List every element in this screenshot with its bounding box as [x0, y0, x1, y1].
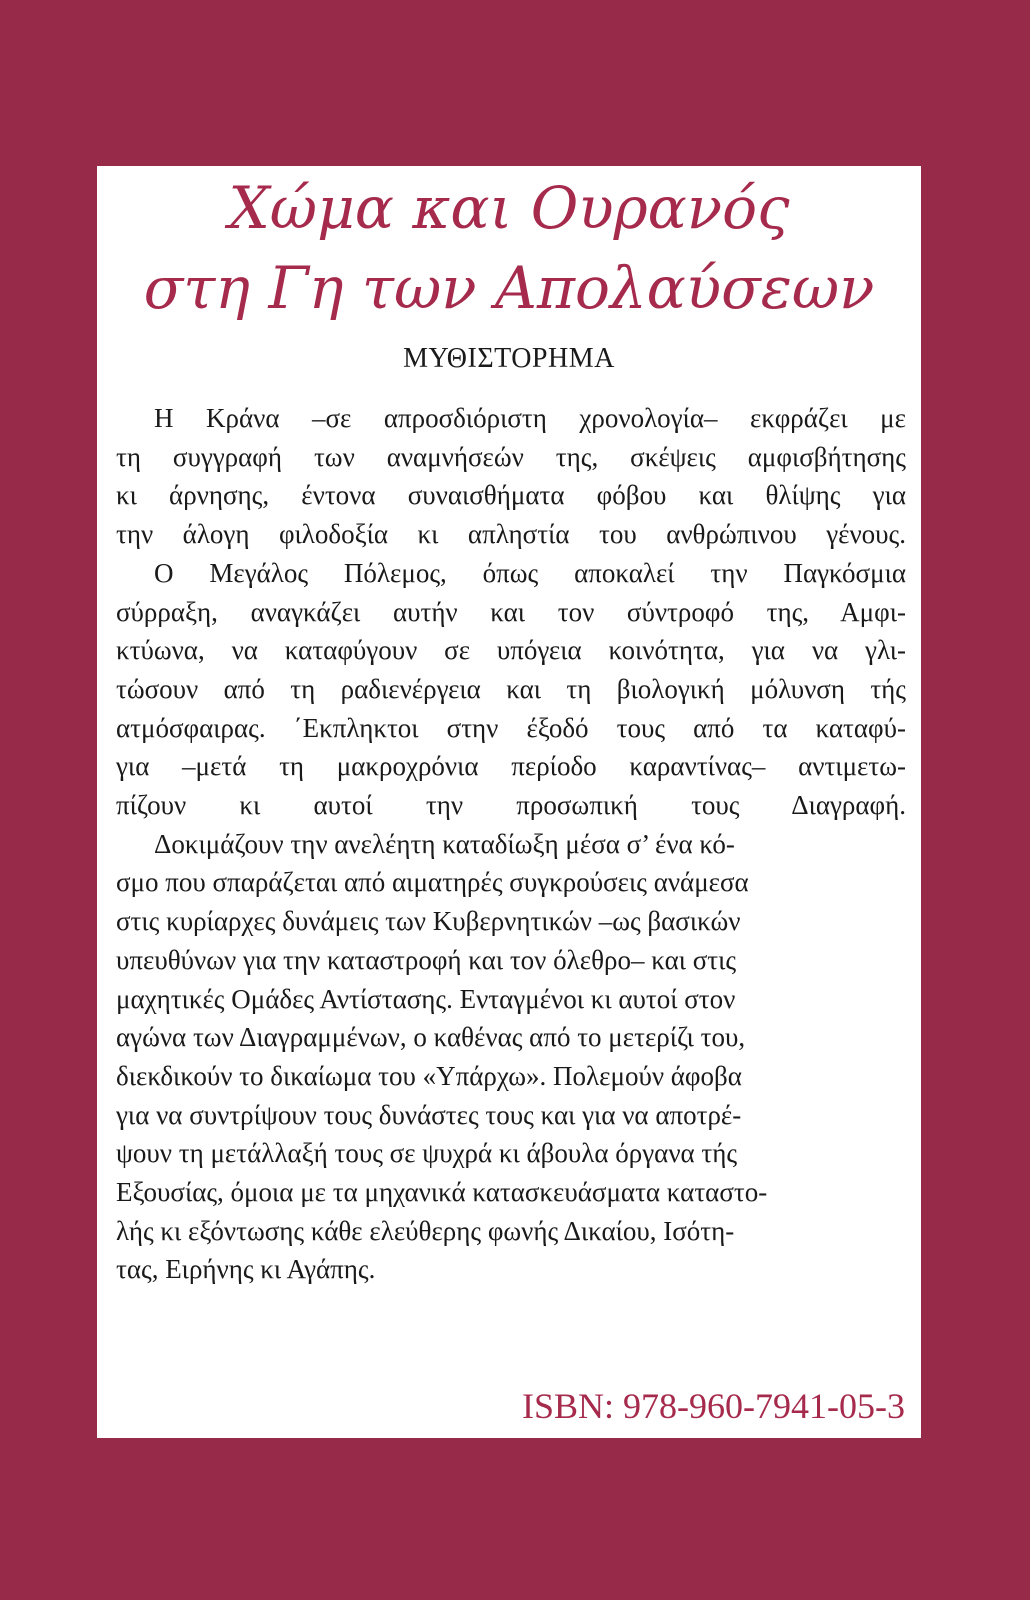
- book-title-line-1: Χώμα και Ουρανός: [228, 174, 790, 242]
- isbn-number: ISBN: 978-960-7941-05-3: [522, 1386, 905, 1426]
- genre-label: ΜΥΘΙΣΤΟΡΗΜΑ: [403, 343, 615, 374]
- synopsis-paragraph-1: Η Κράνα –σε απροσδιόριστη χρονολογία– εκφράζει με τη συγγραφή των αναμνήσεών της, σκέψεις αμφισβήτησης κι άρνησης, έντονα συναισθήματα φόβου και θλίψης για την άλογη φιλοδοξία κι απληστία του ανθρώπινου γένους.: [116, 403, 906, 550]
- synopsis: [116, 399, 906, 1289]
- text-panel: [97, 166, 921, 1438]
- book-title-line-2: στη Γη των Απολαύσεων: [143, 254, 875, 322]
- synopsis-paragraph-2: Ο Μεγάλος Πόλεμος, όπως αποκαλεί την Παγκόσμια σύρραξη, αναγκάζει αυτήν και τον σύντροφό της, Αμφι- κτύωνα, να καταφύγουν σε υπόγεια κοινότητα, για να γλι- τώσουν από τη ραδιενέργεια και τη βιολογική μόλυνση τής ατμόσφαιρας. ΄Εκπληκτοι στην έξοδό τους από τα καταφύ- για –μετά τη μακροχρόνια περίοδο καραντίνας– αντιμετω- πίζουν κι αυτοί την προσωπική τους Διαγραφή.: [116, 557, 906, 821]
- synopsis-paragraph-3: Δοκιμάζουν την ανελέητη καταδίωξη μέσα σ’ ένα κό- σμο που σπαράζεται από αιματηρές συγκρούσεις ανάμεσα στις κυρίαρχες δυνάμεις των Κυβερνητικών –ως βασικών υπευθύνων για την καταστροφή και τον όλεθρο– και στις μαχητικές Ομάδες Αντίστασης. Ενταγμένοι κι αυτοί στον αγώνα των Διαγραμμένων, ο καθένας από το μετερίζι του, διεκδικούν το δικαίωμα του «Υπάρχω». Πολεμούν άφοβα για να συντρίψουν τους δυνάστες τους και για να αποτρέ- ψουν τη μετάλλαξή τους σε ψυχρά κι άβουλα όργανα τής Εξουσίας, όμοια με τα μηχανικά κατασκευάσματα καταστο- λής κι εξόντωσης κάθε ελεύθερης φωνής Δικαίου, Ισότη- τας, Ειρήνης κι Αγάπης.: [116, 828, 768, 1285]
